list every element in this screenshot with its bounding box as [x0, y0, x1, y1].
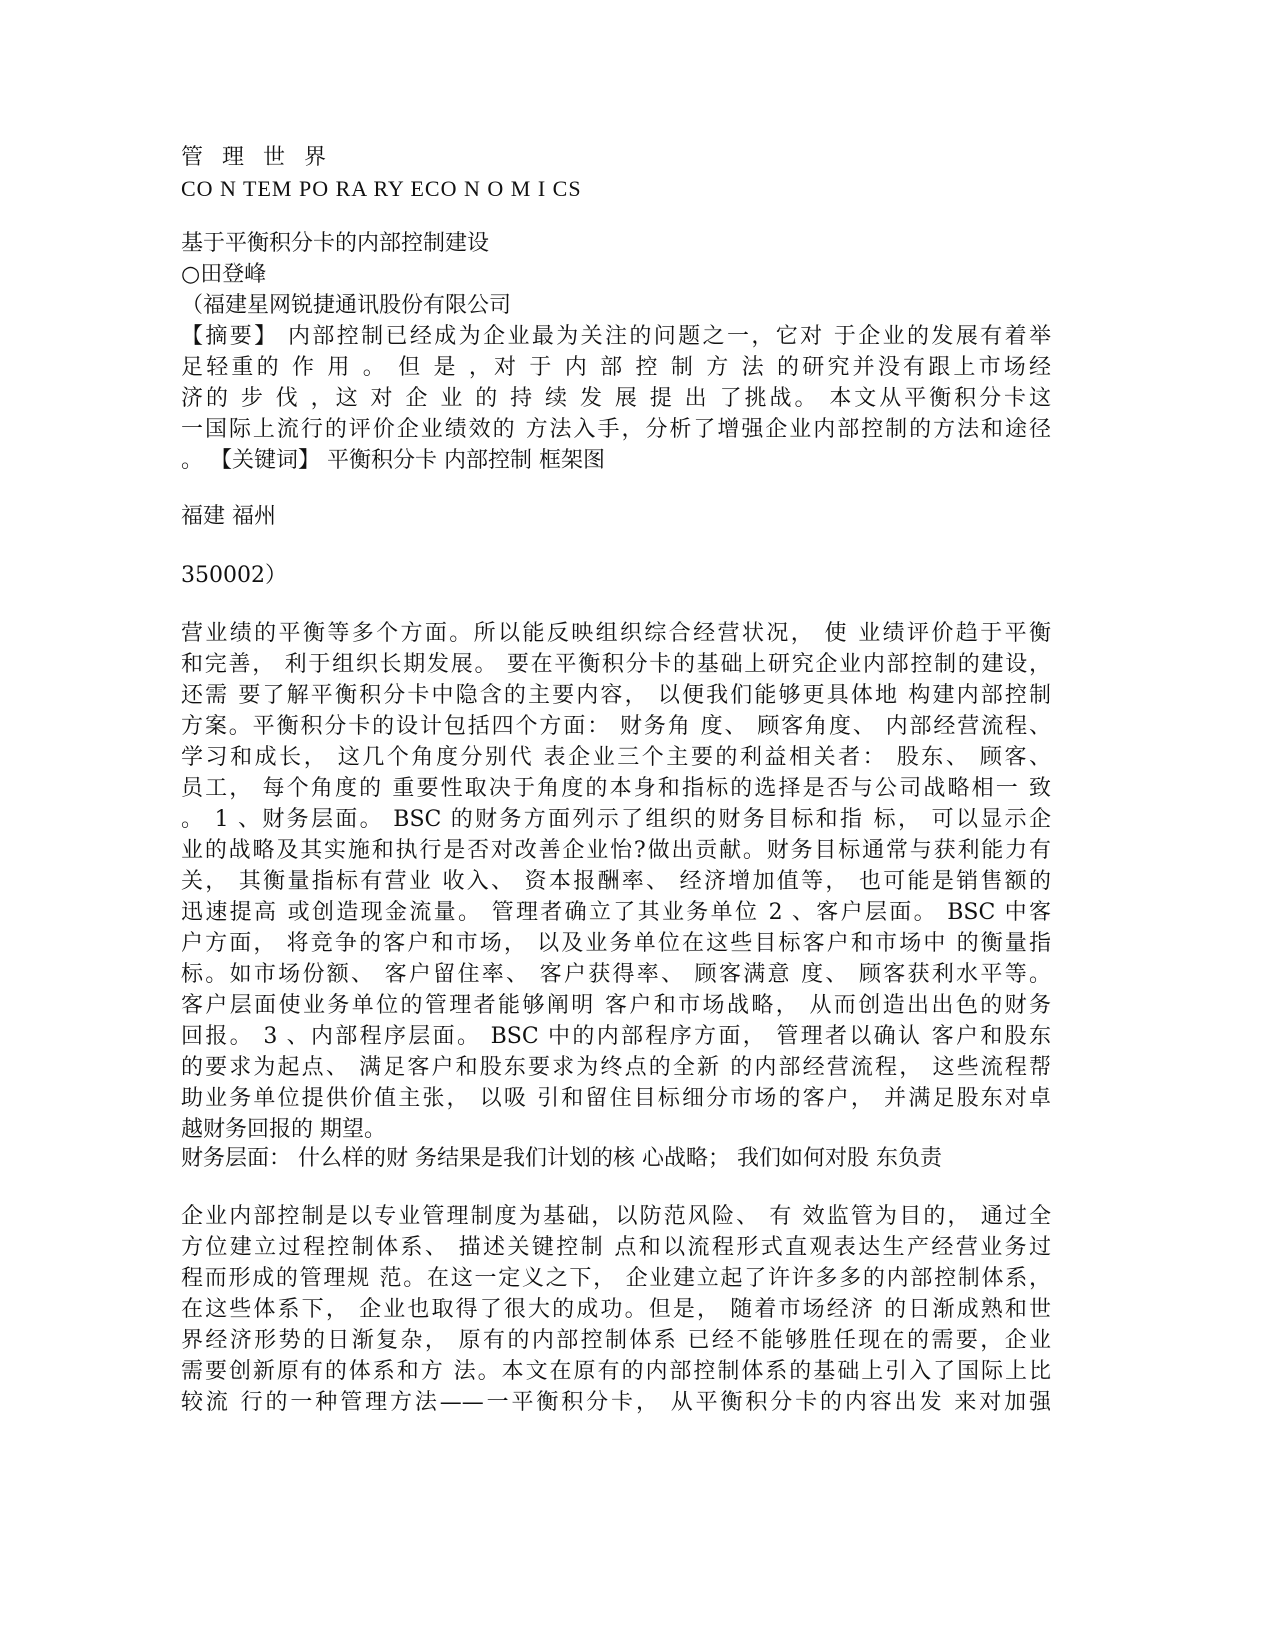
journal-name-cn: 管 理 世 界 — [181, 145, 332, 170]
abstract-line: 济的 步 伐 ，这 对 企 业 的 持 续 发 展 提 出 了挑战。 本文从平衡积分卡这 — [181, 386, 1051, 411]
body-line: 。 1 、财务层面。 BSC 的财务方面列示了组织的财务目标和指 标， 可以显示企 — [181, 807, 1051, 832]
journal-name-en: CO N TEM PO RA RY ECO N O M I CS — [181, 176, 582, 201]
article-title: 基于平衡积分卡的内部控制建设 — [181, 231, 490, 256]
body-line: 学习和成长， 这几个角度分别代 表企业三个主要的利益相关者： 股东、 顾客、 — [181, 745, 1051, 770]
body-line: 需要创新原有的体系和方 法。本文在原有的内部控制体系的基础上引入了国际上比 — [181, 1359, 1051, 1384]
body-line: 界经济形势的日渐复杂， 原有的内部控制体系 已经不能够胜任现在的需要，企业 — [181, 1328, 1051, 1353]
body-line: 在这些体系下， 企业也取得了很大的成功。但是， 随着市场经济 的日渐成熟和世 — [181, 1297, 1051, 1322]
body-line: 越财务回报的 期望。 — [181, 1117, 386, 1142]
article-affiliation: （福建星网锐捷通讯股份有限公司 — [181, 293, 512, 318]
body-line: 户方面， 将竞争的客户和市场， 以及业务单位在这些目标客户和市场中 的衡量指 — [181, 931, 1051, 956]
location: 福建 福州 — [181, 504, 276, 529]
body-line: 回报。 3 、内部程序层面。 BSC 中的内部程序方面， 管理者以确认 客户和股东 — [181, 1024, 1051, 1049]
body-line: 的要求为起点、 满足客户和股东要求为终点的全新 的内部经营流程， 这些流程帮 — [181, 1055, 1051, 1080]
body-line: 财务层面： 什么样的财 务结果是我们计划的核 心战略； 我们如何对股 东负责 — [181, 1146, 942, 1171]
body-line: 标。如市场份额、 客户留住率、 客户获得率、 顾客满意 度、 顾客获利水平等。 — [181, 962, 1051, 987]
body-line: 客户层面使业务单位的管理者能够阐明 客户和市场战略， 从而创造出出色的财务 — [181, 993, 1051, 1018]
body-line: 方案。平衡积分卡的设计包括四个方面： 财务角 度、 顾客角度、 内部经营流程、 — [181, 714, 1051, 739]
body-line: 较流 行的一种管理方法——一平衡积分卡， 从平衡积分卡的内容出发 来对加强 — [181, 1390, 1051, 1415]
abstract-line: 足轻重的 作 用 。 但 是 ，对 于 内 部 控 制 方 法 的研究并没有跟上市场经 — [181, 355, 1051, 380]
abstract-line: 【摘要】 内部控制已经成为企业最为关注的问题之一，它对 于企业的发展有着举 — [181, 324, 1051, 349]
postcode: 350002） — [181, 563, 287, 588]
body-line: 营业绩的平衡等多个方面。所以能反映组织综合经营状况， 使 业绩评价趋于平衡 — [181, 621, 1051, 646]
body-line: 还需 要了解平衡积分卡中隐含的主要内容， 以便我们能够更具体地 构建内部控制 — [181, 683, 1051, 708]
body-line: 方位建立过程控制体系、 描述关键控制 点和以流程形式直观表达生产经营业务过 — [181, 1235, 1051, 1260]
body-line: 和完善， 利于组织长期发展。 要在平衡积分卡的基础上研究企业内部控制的建设， — [181, 652, 1051, 677]
abstract-keywords-line: 。 【关键词】 平衡积分卡 内部控制 框架图 — [181, 448, 605, 473]
body-line: 关， 其衡量指标有营业 收入、 资本报酬率、 经济增加值等， 也可能是销售额的 — [181, 869, 1051, 894]
body-line: 业的战略及其实施和执行是否对改善企业怡?做出贡献。财务目标通常与获利能力有 — [181, 838, 1051, 863]
body-line: 助业务单位提供价值主张， 以吸 引和留住目标细分市场的客户， 并满足股东对卓 — [181, 1086, 1051, 1111]
body-line: 程而形成的管理规 范。在这一定义之下， 企业建立起了许许多多的内部控制体系， — [181, 1266, 1051, 1291]
body-line: 企业内部控制是以专业管理制度为基础，以防范风险、 有 效监管为目的， 通过全 — [181, 1204, 1051, 1229]
body-line: 员工， 每个角度的 重要性取决于角度的本身和指标的选择是否与公司战略相一 致 — [181, 776, 1051, 801]
body-line: 迅速提高 或创造现金流量。 管理者确立了其业务单位 2 、客户层面。 BSC 中客 — [181, 900, 1051, 925]
abstract-line: 一国际上流行的评价企业绩效的 方法入手，分析了增强企业内部控制的方法和途径 — [181, 417, 1051, 442]
article-author: ○田登峰 — [181, 262, 267, 287]
